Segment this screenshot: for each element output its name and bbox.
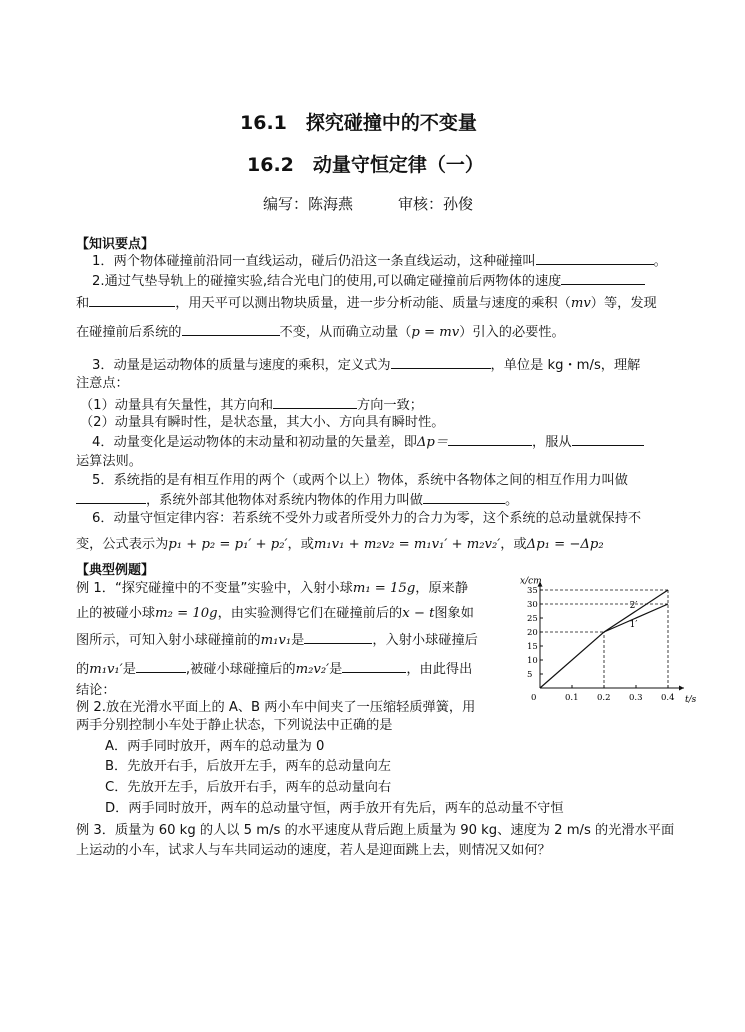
text: 变，公式表示为 [76, 537, 169, 552]
text: 3．动量是运动物体的质量与速度的乘积，定义式为 [92, 358, 391, 373]
text: ）引入的必要性。 [459, 325, 565, 340]
text: 1．两个物体碰撞前沿同一直线运动，碰后仍沿这一条直线运动，这种碰撞叫 [92, 254, 536, 269]
section-heading-knowledge: 【知识要点】 [76, 237, 155, 252]
y-tick-label: 10 [527, 656, 538, 666]
text: 方向一致； [357, 398, 423, 413]
text: 。 [504, 493, 519, 508]
text: ，原来静 [415, 581, 469, 596]
y-tick-label: 30 [527, 600, 538, 610]
example-2-line-1: 例 2.放在光滑水平面上的 A、B 两小车中间夹了一压缩轻质弹簧，用 [76, 700, 476, 715]
text: ）等，发现 [590, 296, 657, 311]
knowledge-item-3-2: （2）动量具有瞬时性，是状态量，其大小、方向具有瞬时性。 [80, 415, 445, 430]
answer-blank [561, 271, 645, 285]
answer-blank [536, 251, 654, 265]
knowledge-item-3 [92, 355, 640, 374]
example-2-option-b: B．先放开右手，后放开左手，两车的总动量向左 [105, 759, 391, 774]
text: 2.通过气垫导轨上的碰撞实验,结合光电门的使用,可以确定碰撞前后两物体的速度 [92, 274, 562, 289]
text: 止的被碰小球 [76, 606, 156, 621]
text: ，由此得出 [406, 662, 473, 677]
answer-blank [273, 395, 357, 409]
formula-momentum-3: Δp₁ = −Δp₂ [526, 537, 604, 552]
answer-blank [342, 659, 406, 673]
knowledge-item-2-cont2 [76, 322, 565, 341]
text: ,被碰小球碰撞后的 [185, 662, 296, 677]
answer-blank [572, 432, 644, 446]
formula-m1v1: m₁v₁ [260, 633, 292, 648]
knowledge-item-3-1 [80, 395, 423, 414]
text: 不变，从而确立动量（ [279, 325, 412, 340]
example-2-line-2: 两手分别控制小车处于静止状态，下列说法中正确的是 [76, 718, 393, 733]
answer-blank [76, 490, 146, 504]
x-axis-arrow [679, 686, 684, 691]
example-2-option-d: D．两手同时放开，两车的总动量守恒，两手放开有先后，两车的总动量不守恒 [105, 801, 564, 816]
text: 的 [76, 662, 90, 677]
answer-blank [448, 432, 532, 446]
formula-m1v1p: m₁v₁′ [89, 662, 123, 677]
answer-blank [182, 322, 280, 336]
example-1-line-2 [76, 605, 474, 622]
y-tick-label: 5 [527, 670, 533, 680]
example-3-line-1: 例 3．质量为 60 kg 的人以 5 m/s 的水平速度从背后跑上质量为 90 kg、速度为 2 m/s 的光滑水平面 [76, 823, 675, 838]
answer-blank [89, 293, 175, 307]
x-tick-label: 0 [531, 693, 537, 703]
knowledge-item-2-cont [76, 293, 657, 312]
knowledge-item-4 [92, 432, 644, 451]
formula-momentum-2: m₁v₁ + m₂v₂ = m₁v₁′ + m₂v₂′ [313, 537, 501, 552]
knowledge-item-5-cont [76, 490, 518, 509]
x-tick-label: 0.2 [597, 693, 611, 703]
text: ，或 [500, 537, 527, 552]
example-1-line-5: 结论： [76, 683, 116, 698]
text: 5．系统指的是有相互作用的两个（或两个以上）物体，系统中各物体之间的相互作用力叫做 [92, 473, 628, 488]
knowledge-item-5 [92, 472, 628, 489]
text: ，由实验测得它们在碰撞前后的 [217, 606, 403, 621]
section-heading-examples: 【典型例题】 [76, 563, 155, 578]
page-subtitle: 16.2 动量守恒定律（一） [247, 154, 484, 176]
example-2-option-a: A．两手同时放开，两车的总动量为 0 [105, 739, 325, 754]
example-1-line-3 [76, 630, 478, 649]
y-tick-label: 15 [527, 642, 538, 652]
text: 4．动量变化是运动物体的末动量和初动量的矢量差，即 [92, 435, 417, 450]
knowledge-item-1 [92, 251, 667, 270]
example-3-line-2: 上运动的小车，试求人与车共同运动的速度，若人是迎面跳上去，则情况又如何？ [76, 843, 551, 858]
formula-xt: x − t [402, 606, 435, 621]
x-tick-label: 0.4 [661, 693, 675, 703]
formula-m2: m₂ = 10g [155, 606, 218, 621]
text: 在碰撞前后系统的 [76, 325, 182, 340]
author-line: 编写：陈海燕 审核：孙俊 [263, 195, 474, 213]
xt-graph [510, 562, 697, 705]
answer-blank [136, 659, 186, 673]
x-tick-label: 0.3 [629, 693, 643, 703]
answer-blank [304, 630, 372, 644]
text: 图象如 [434, 606, 474, 621]
series-label: 1′ [629, 620, 638, 630]
text: ，服从 [532, 435, 572, 450]
text: 。 [653, 254, 667, 269]
text: 是 [329, 662, 343, 677]
text: 和 [76, 296, 90, 311]
text: ，用天平可以测出物块质量，进一步分析动能、质量与速度的乘积（ [175, 296, 571, 311]
x-tick-label: 0.1 [565, 693, 579, 703]
formula-p-mv: p = mv [411, 325, 460, 340]
formula-momentum-1: p₁ + p₂ = p₁′ + p₂′ [168, 537, 288, 552]
series-label: 2′ [629, 601, 638, 611]
y-tick-label: 35 [527, 586, 538, 596]
page-title: 16.1 探究碰撞中的不变量 [240, 112, 477, 134]
text: 是 [122, 662, 136, 677]
text: 是 [291, 633, 305, 648]
formula-m1: m₁ = 15g [352, 581, 416, 596]
y-tick-label: 25 [527, 614, 538, 624]
y-tick-label: 20 [527, 628, 538, 638]
formula-m2v2p: m₂v₂′ [295, 662, 330, 677]
formula-mv: mv [570, 296, 591, 311]
answer-blank [391, 355, 491, 369]
text: ，单位是 kg・m/s，理解 [490, 358, 641, 373]
knowledge-item-6-cont [76, 536, 604, 553]
text: ，或 [287, 537, 314, 552]
text: ，系统外部其他物体对系统内物体的作用力叫做 [146, 493, 423, 508]
text: ，入射小球碰撞后 [372, 633, 478, 648]
knowledge-item-4-cont: 运算法则。 [76, 454, 142, 469]
text: （1）动量具有矢量性，其方向和 [80, 398, 274, 413]
example-1-line-1 [76, 580, 468, 597]
x-axis-label: t/s [685, 695, 697, 705]
y-axis-label: x/cm [520, 576, 542, 587]
knowledge-item-6: 6．动量守恒定律内容：若系统不受外力或者所受外力的合力为零，这个系统的总动量就保持不 [92, 511, 642, 526]
example-1-line-4 [76, 659, 472, 678]
example-2-option-c: C．先放开左手，后放开右手，两车的总动量向右 [105, 780, 392, 795]
knowledge-item-2 [92, 271, 645, 290]
formula-delta-p: Δp＝ [416, 435, 449, 450]
text: 图所示，可知入射小球碰撞前的 [76, 633, 261, 648]
answer-blank [423, 490, 505, 504]
knowledge-item-3-note: 注意点： [76, 376, 129, 391]
series-line [540, 632, 604, 688]
text: 例 1．“探究碰撞中的不变量”实验中，入射小球 [76, 581, 353, 596]
